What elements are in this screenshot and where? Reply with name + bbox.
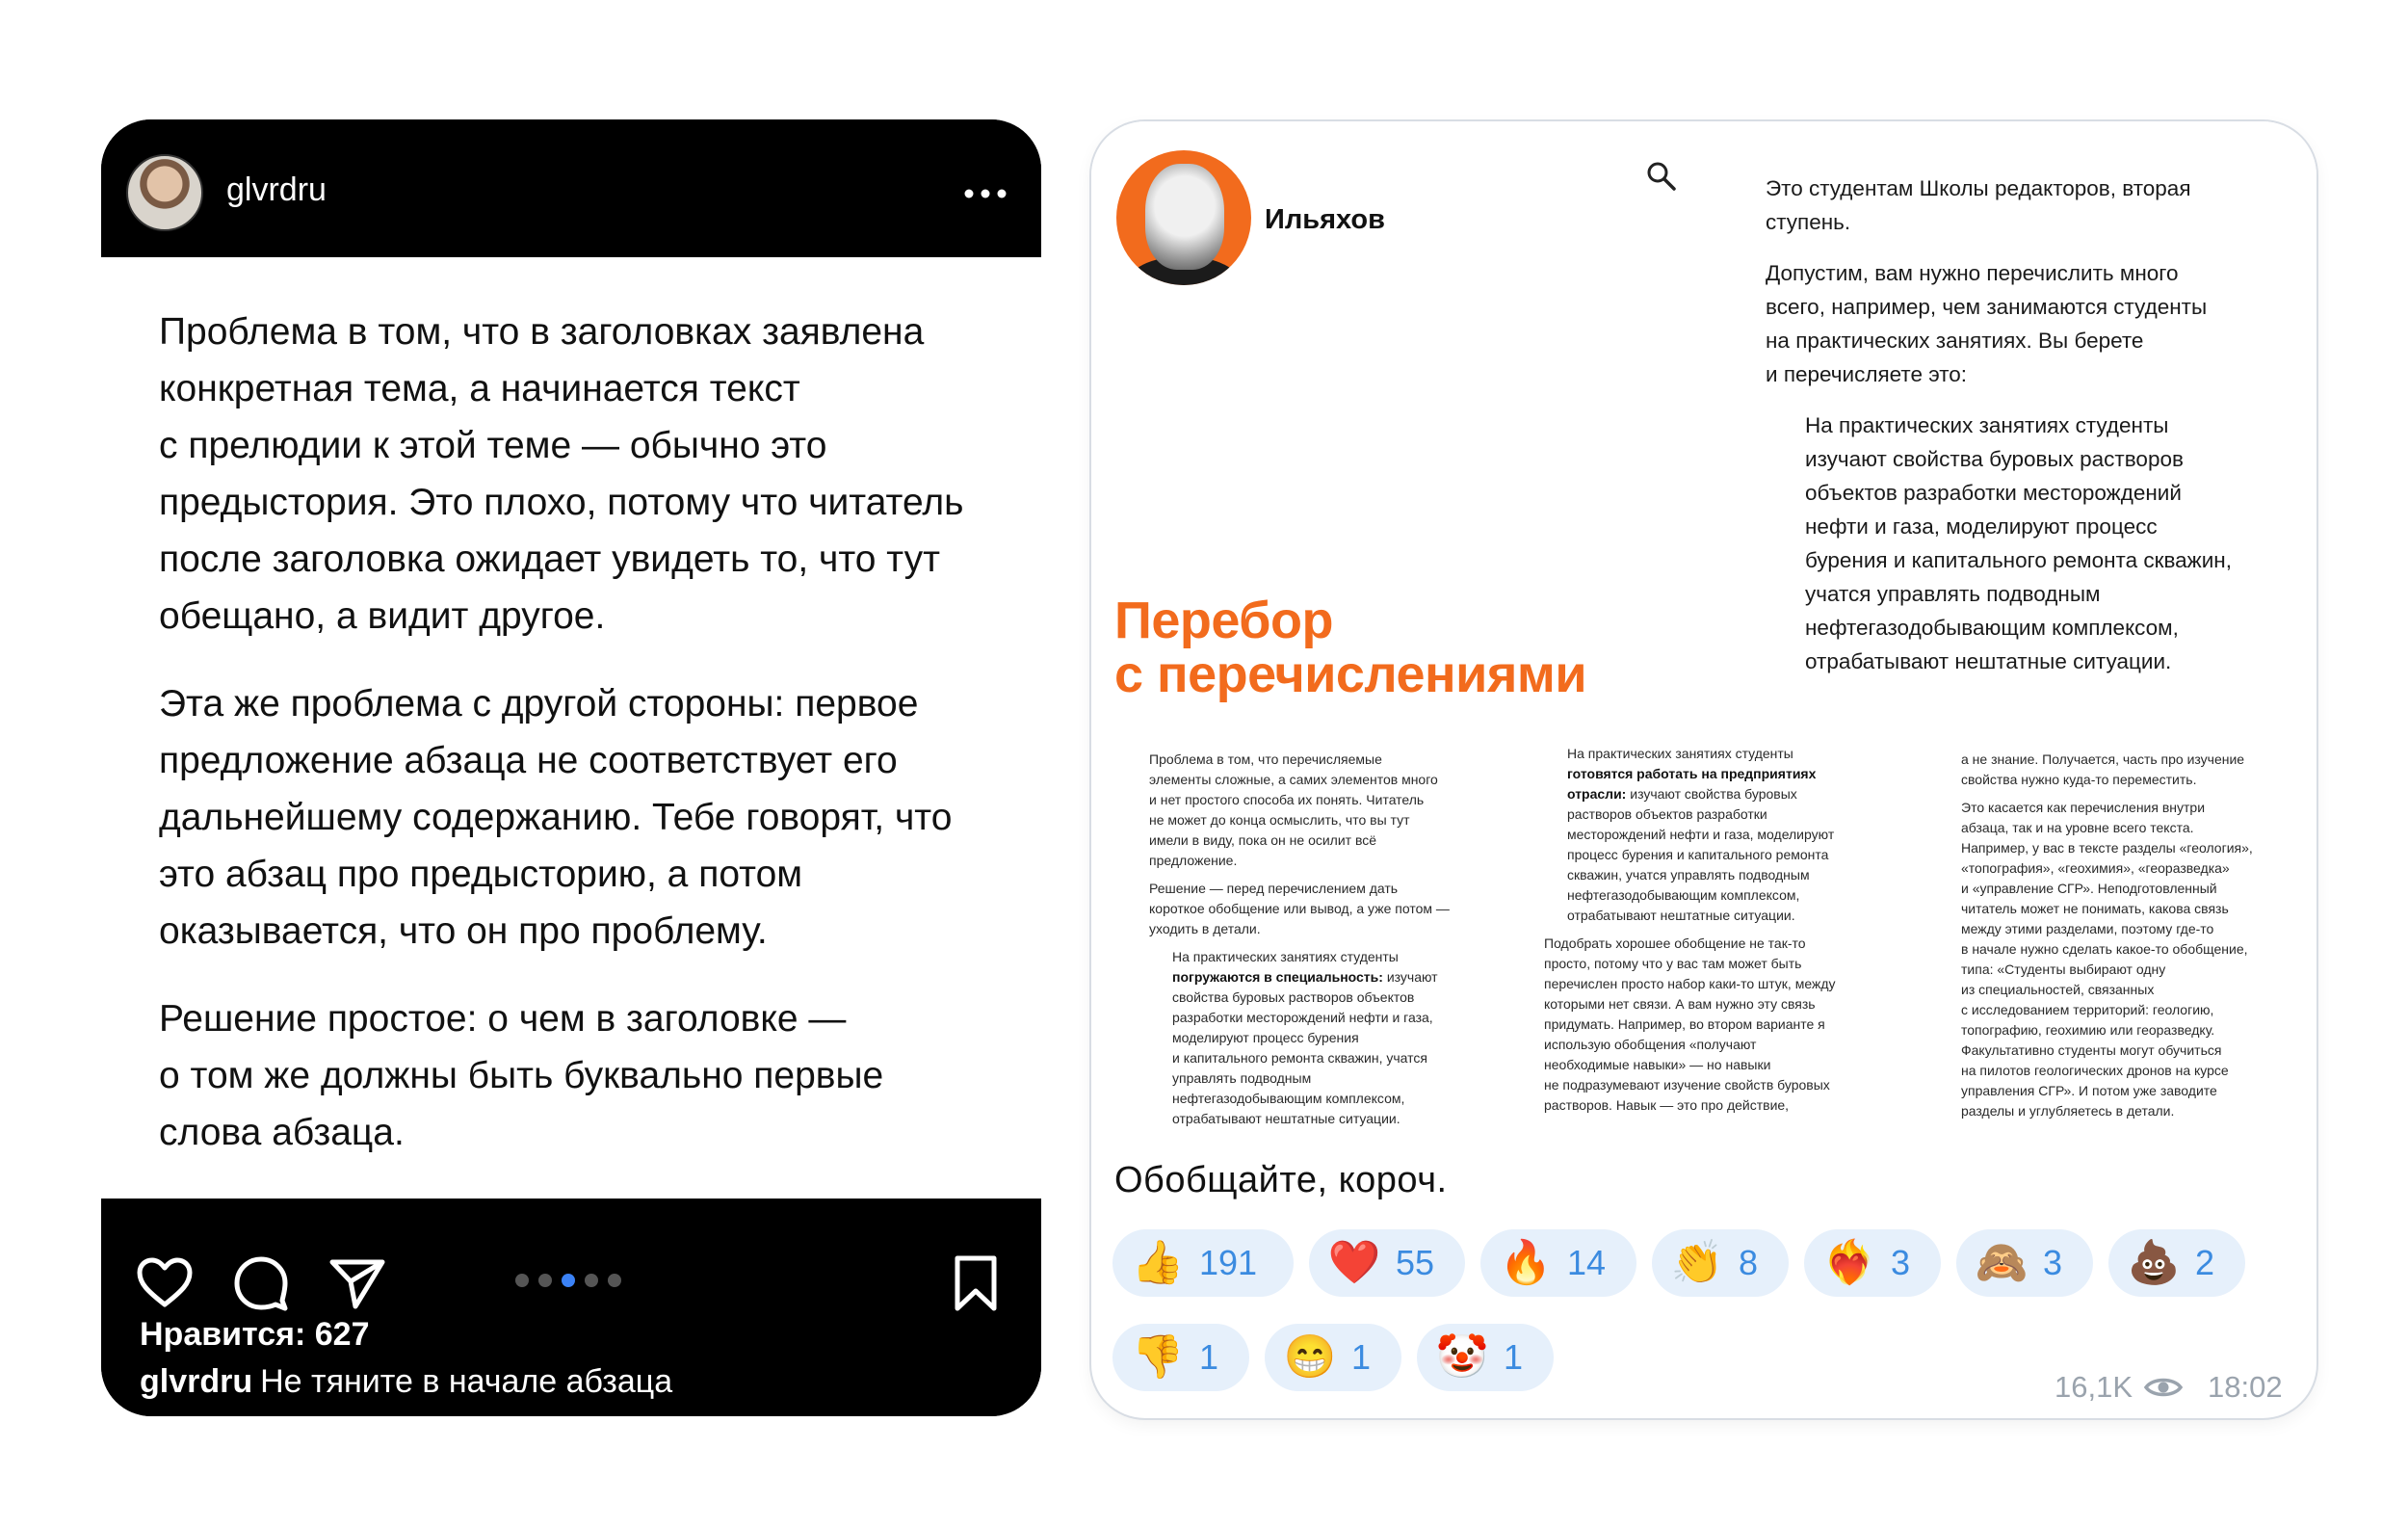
text-line: скважин, учатся управлять подводным [1567, 867, 1810, 883]
text-line: Допустим, вам нужно перечислить много [1766, 261, 2179, 285]
text-line: нефти и газа, моделируют процесс [1805, 514, 2158, 539]
message-time: 18:02 [2208, 1370, 2283, 1404]
text-line: слова абзаца. [159, 1112, 405, 1153]
telegram-post [1091, 121, 2316, 1418]
text-line: управления СГР». И потом уже заводите [1961, 1083, 2217, 1098]
title-line: Перебор [1114, 592, 1333, 649]
text-line: изучают свойства буровых растворов [1805, 447, 2184, 471]
text-line: На практических занятиях студенты [1805, 413, 2169, 437]
message-text: Обобщайте, короч. [1114, 1160, 1448, 1200]
reaction-count: 191 [1199, 1243, 1258, 1282]
reaction-count: 2 [2195, 1243, 2215, 1282]
reaction-count: 14 [1567, 1243, 1607, 1282]
text-line: объектов разработки месторождений [1805, 481, 2182, 505]
reaction-poo[interactable] [2108, 1229, 2245, 1297]
author-face [1145, 164, 1224, 270]
clapping-hands-icon: 👏 [1670, 1239, 1724, 1286]
text-line: это абзац про предысторию, а потом [159, 854, 803, 895]
text-line: отрабатывают нештатные ситуации. [1567, 908, 1795, 923]
avatar[interactable] [126, 154, 203, 231]
reaction-grin[interactable] [1265, 1324, 1401, 1391]
reaction-count: 3 [2043, 1243, 2063, 1282]
article-column-3 [1961, 750, 2289, 1129]
reaction-see-no-evil[interactable] [1956, 1229, 2093, 1297]
text-line: между этими разделами, поэтому где-то [1961, 921, 2214, 936]
carousel-dot-active [562, 1274, 575, 1287]
text-line: конкретная тема, а начинается текст [159, 368, 800, 409]
text-line: нефтегазодобывающим комплексом, [1805, 616, 2179, 640]
comment-icon[interactable] [230, 1252, 292, 1314]
text-line: бурения и капитального ремонта скважин, [1805, 548, 2232, 572]
reaction-clown[interactable] [1417, 1324, 1554, 1391]
see-no-evil-monkey-icon: 🙈 [1975, 1239, 2028, 1286]
text-line: учатся управлять подводным [1805, 582, 2101, 606]
message-meta [2055, 1370, 2283, 1405]
text-line: нефтегазодобывающим комплексом, [1567, 887, 1800, 903]
reaction-count: 8 [1739, 1243, 1759, 1282]
text-line: топографию, геохимию или георазведку. [1961, 1022, 2215, 1038]
text-line: растворов. Навык — это про действие, [1544, 1097, 1790, 1113]
title-line: с перечислениями [1114, 645, 1587, 703]
text-line: Решение простое: о чем в заголовке — [159, 998, 847, 1040]
article-quote [1805, 408, 2287, 678]
text-line: отрабатывают нештатные ситуации. [1805, 649, 2172, 673]
text-line: процесс бурения и капитального ремонта [1567, 847, 1829, 862]
eye-icon [2144, 1374, 2183, 1401]
post-image[interactable] [1091, 121, 2316, 1157]
heart-icon: ❤️ [1327, 1239, 1381, 1286]
text-line: короткое обобщение или вывод, а уже потом — [1149, 901, 1450, 916]
text-line: растворов объектов разработки [1567, 806, 1767, 822]
author-name: Ильяхов [1265, 204, 1385, 235]
text-line: с прелюдии к этой теме — обычно это [159, 425, 827, 466]
text-line: типа: «Студенты выбирают одну [1961, 962, 2166, 977]
reaction-count: 3 [1891, 1243, 1911, 1282]
reaction-count: 55 [1396, 1243, 1435, 1282]
caption [140, 1363, 672, 1401]
carousel-indicator [515, 1274, 621, 1287]
text-line: свойства буровых растворов объектов [1172, 989, 1415, 1005]
instagram-post [101, 119, 1041, 1416]
text-line: месторождений нефти и газа, моделируют [1567, 827, 1835, 842]
text-line: моделируют процесс бурения [1172, 1030, 1359, 1045]
text-line: Проблема в том, что в заголовках заявлена [159, 311, 925, 353]
text-line: не подразумевают изучение свойств буровых [1544, 1077, 1830, 1093]
text-line: и капитального ремонта скважин, учатся [1172, 1050, 1427, 1066]
bold-text: погружаются в специальность: [1172, 969, 1383, 985]
text-line: имели в виду, пока он не осилит всё [1149, 832, 1377, 848]
text-line: и нет простого способа их понять. Читатель [1149, 792, 1425, 807]
text-line: разделы и углубляетесь в детали. [1961, 1103, 2175, 1119]
clown-face-icon: 🤡 [1435, 1333, 1489, 1381]
text-line: Это студентам Школы редакторов, вторая [1766, 176, 2191, 200]
intro-paragraph [1766, 256, 2266, 391]
text-line: необходимые навыки» — но навыки [1544, 1057, 1771, 1072]
column-paragraph [1149, 879, 1457, 939]
text-line: из специальностей, связанных [1961, 982, 2155, 997]
paragraph-2 [159, 675, 1007, 960]
text-line: Проблема в том, что перечисляемые [1149, 751, 1382, 767]
text-line: разработки месторождений нефти и газа, [1172, 1010, 1433, 1025]
carousel-dot [608, 1274, 621, 1287]
reaction-thumbs-up[interactable] [1112, 1229, 1294, 1297]
article-column-1 [1149, 750, 1457, 1137]
reaction-count: 1 [1504, 1337, 1524, 1377]
paragraph-3 [159, 990, 1007, 1161]
reaction-count: 1 [1199, 1337, 1219, 1377]
text-line: На практических занятиях студенты [1172, 949, 1399, 964]
text-line: Подобрать хорошее обобщение не так-то [1544, 935, 1806, 951]
column-quote [1149, 947, 1457, 1129]
text-line: Эта же проблема с другой стороны: первое [159, 683, 919, 724]
likes-count[interactable]: Нравится: 627 [140, 1316, 370, 1353]
views-count: 16,1K [2055, 1370, 2133, 1404]
search-icon [1645, 160, 1678, 193]
grinning-face-icon: 😁 [1283, 1333, 1337, 1381]
text-line: предложение. [1149, 853, 1238, 868]
text-line: На практических занятиях студенты [1567, 746, 1793, 761]
text-line: использую обобщения «получают [1544, 1037, 1757, 1052]
bold-text: отрасли: [1567, 786, 1627, 802]
column-paragraph [1544, 934, 1862, 1116]
text-line: отрабатывают нештатные ситуации. [1172, 1111, 1400, 1126]
text-line: читатель может не понимать, какова связь [1961, 901, 2229, 916]
text-line: на практических занятиях. Вы берете [1766, 329, 2144, 353]
fire-icon: 🔥 [1499, 1239, 1553, 1286]
intro-paragraph [1766, 171, 2266, 239]
reaction-heart-on-fire[interactable] [1804, 1229, 1941, 1297]
article-title [1114, 593, 1586, 701]
text-line: и «управление СГР». Неподготовленный [1961, 881, 2217, 896]
text-line: предложение абзаца не соответствует его [159, 740, 898, 781]
text-line: просто, потому что у вас там может быть [1544, 956, 1802, 971]
text-line: Факультативно студенты могут обучиться [1961, 1042, 2222, 1058]
text-line: предыстория. Это плохо, потому что читатель [159, 482, 964, 523]
bookmark-icon[interactable] [945, 1252, 1007, 1314]
text-line: всего, например, чем занимаются студенты [1766, 295, 2208, 319]
text-line: управлять подводным [1172, 1070, 1312, 1086]
column-paragraph [1149, 750, 1457, 871]
text-line: обещано, а видит другое. [159, 595, 606, 637]
pile-of-poo-icon: 💩 [2127, 1239, 2181, 1286]
text-line: с исследованием территорий: геологию, [1961, 1002, 2214, 1017]
text-line: перечислен просто набор каки-то штук, между [1544, 976, 1836, 991]
bold-text: готовятся работать на предприятиях [1567, 766, 1817, 781]
heart-on-fire-icon: ❤️‍🔥 [1822, 1239, 1876, 1286]
text-line: в начале нужно сделать какое-то обобщение, [1961, 941, 2248, 957]
heart-icon[interactable] [134, 1252, 196, 1314]
post-footer [101, 1199, 1041, 1416]
text-line: а не знание. Получается, часть про изучение [1961, 751, 2245, 767]
send-icon[interactable] [327, 1252, 388, 1314]
column-quote [1544, 744, 1862, 926]
reaction-count: 1 [1351, 1337, 1372, 1377]
article-column-2 [1544, 744, 1862, 1123]
text-line: Решение — перед перечислением дать [1149, 881, 1399, 896]
text-line: дальнейшему содержанию. Тебе говорят, что [159, 797, 953, 838]
column-paragraph [1961, 750, 2289, 790]
reaction-clap[interactable] [1652, 1229, 1789, 1297]
carousel-dot [585, 1274, 598, 1287]
text-line: о том же должны быть буквально первые [159, 1055, 884, 1096]
reaction-heart[interactable] [1309, 1229, 1465, 1297]
text-line: и перечисляете это: [1766, 362, 1968, 386]
text-line: свойства нужно куда-то переместить. [1961, 772, 2197, 787]
text-line: не может до конца осмыслить, что вы тут [1149, 812, 1410, 828]
carousel-dot [538, 1274, 552, 1287]
text-line: уходить в детали. [1149, 921, 1261, 936]
text-line: Это касается как перечисления внутри [1961, 800, 2206, 815]
thumbs-down-icon: 👎 [1131, 1333, 1185, 1381]
paragraph-1 [159, 303, 1007, 645]
post-image[interactable] [101, 257, 1041, 1319]
text-line: придумать. Например, во втором варианте я [1544, 1016, 1825, 1032]
article-intro [1766, 171, 2266, 408]
column-paragraph [1961, 798, 2289, 1121]
text-line: «топография», «геохимия», «георазведка» [1961, 860, 2230, 876]
text-line: изучают [1382, 969, 1438, 985]
more-icon[interactable] [961, 179, 1009, 208]
carousel-dot [515, 1274, 529, 1287]
text-line: ступень. [1766, 210, 1851, 234]
text-line: Например, у вас в тексте разделы «геология», [1961, 840, 2253, 856]
text-line: элементы сложные, а самих элементов много [1149, 772, 1438, 787]
caption-text: Не тяните в начале абзаца [260, 1363, 673, 1400]
thumbs-up-icon: 👍 [1131, 1239, 1185, 1286]
author-photo [1116, 150, 1251, 285]
text-line: оказывается, что он про проблему. [159, 910, 768, 952]
text-line: которыми нет связи. А вам нужно эту связь [1544, 996, 1816, 1012]
post-header [101, 119, 1041, 257]
text-line: нефтегазодобывающим комплексом, [1172, 1091, 1405, 1106]
reaction-fire[interactable] [1480, 1229, 1636, 1297]
text-line: абзаца, так и на уровне всего текста. [1961, 820, 2194, 835]
post-text [159, 303, 1007, 1192]
text-line: после заголовка ожидает увидеть то, что тут [159, 539, 940, 580]
text-line: на пилотов геологических дронов на курсе [1961, 1063, 2229, 1078]
reaction-thumbs-down[interactable] [1112, 1324, 1249, 1391]
caption-username[interactable]: glvrdru [140, 1363, 253, 1400]
post-username[interactable]: glvrdru [226, 171, 327, 208]
text-line: изучают свойства буровых [1626, 786, 1797, 802]
